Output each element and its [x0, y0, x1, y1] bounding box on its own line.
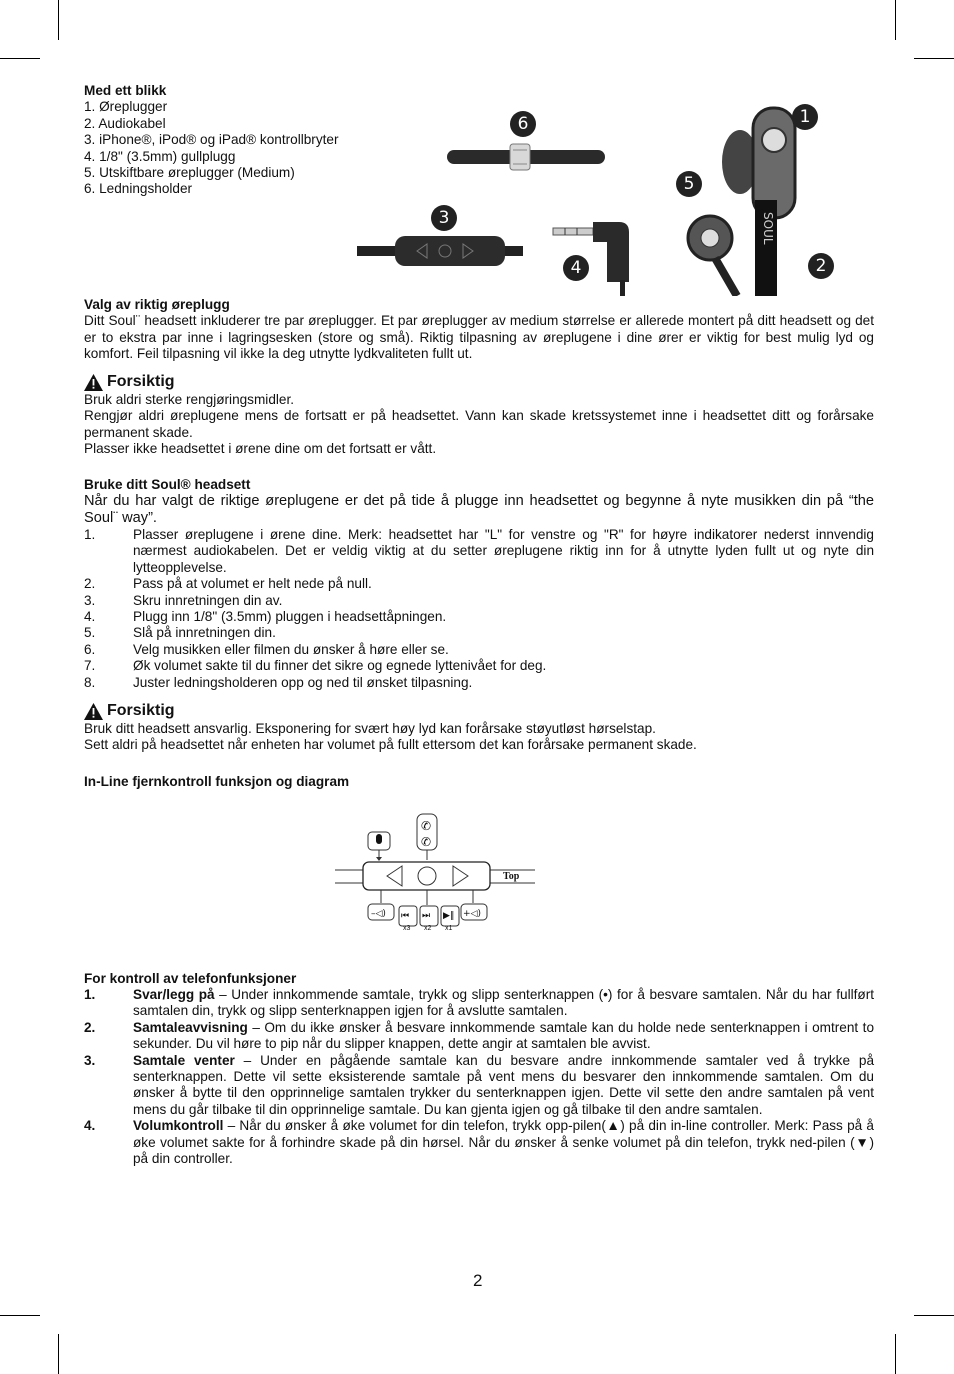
crop-mark — [58, 1334, 59, 1374]
remote-x-label: x3 — [403, 925, 411, 932]
figure-label-6: 6 — [510, 111, 536, 137]
warning-icon — [84, 703, 103, 720]
svg-text:✆: ✆ — [421, 835, 432, 849]
list-item: 1. Svar/legg på – Under innkommende samtale, trykk og slipp senterknappen (•) for å besvare samtalen. Når du har fullført samtalen din, trykk og slipp senterknappen igjen for å avslutte samtalen. — [84, 987, 875, 1019]
usage-steps — [84, 527, 874, 691]
svg-text:SOUL: SOUL — [761, 212, 775, 245]
product-illustration — [355, 100, 845, 296]
caution-title: Forsiktig — [107, 373, 175, 390]
list-item: 3. Skru innretningen din av. — [84, 592, 283, 608]
remote-top-label: Top — [503, 871, 520, 882]
caution-line: Sett aldri på headsettet når enheten har volumet på fullt ettersom det kan forårsake permanent skade. — [84, 737, 697, 753]
svg-text:⏭: ⏭ — [422, 911, 431, 921]
overview-title: Med ett blikk — [84, 83, 167, 98]
fit-title: Valg av riktig øreplugg — [84, 297, 230, 312]
usage-title: Bruke ditt Soul® headsett — [84, 477, 251, 492]
usage-section — [84, 477, 874, 526]
list-item: 2. Pass på at volumet er helt nede på null. — [84, 576, 372, 592]
svg-text:–◁): –◁) — [371, 909, 386, 919]
svg-text:✆: ✆ — [421, 819, 432, 833]
caution-section — [84, 701, 874, 754]
overview-item: 2. Audiokabel — [84, 115, 166, 131]
crop-mark — [0, 58, 40, 59]
page-number: 2 — [473, 1271, 483, 1290]
overview-item: 4. 1/8" (3.5mm) gullplugg — [84, 148, 236, 164]
fit-body: Ditt Soul¨ headsett inkluderer tre par øreplugger. Et par øreplugger av medium størrelse er allerede montert på ditt headsett og det er to ekstra par inne i lagringsesken (store og små). Riktig tilpasning av øreplugene i dine ører er viktig for best mulig lyd og komfort. Feil tilpasning vil ikke la deg utnytte lydkvaliteten fullt ut. — [84, 313, 874, 362]
crop-mark — [914, 1315, 954, 1316]
crop-mark — [58, 0, 59, 40]
caution-line: Bruk ditt headsett ansvarlig. Eksponering for svært høy lyd kan forårsake støyutløst hørselstap. — [84, 721, 656, 736]
caution-line: Bruk aldri sterke rengjøringsmidler. — [84, 392, 295, 407]
caution-line: Plasser ikke headsettet i ørene dine om det fortsatt er vått. — [84, 441, 437, 457]
remote-x-label: x2 — [424, 925, 432, 932]
caution-title: Forsiktig — [107, 702, 175, 719]
figure-label-1: 1 — [792, 104, 818, 130]
list-item: 4. Plugg inn 1/8" (3.5mm) pluggen i headsettåpningen. — [84, 609, 447, 625]
svg-text:+◁): +◁) — [463, 909, 481, 919]
list-item: 1. Plasser øreplugene i ørene dine. Merk: headsettet har "L" for venstre og "R" for høyre indikatorer nederst innvendig nærmest audiokabelen. Det er veldig viktig at du setter øreplugene riktig inn for å utnytte lyden fullt ut og nyte din lytteopplevelse. — [84, 527, 874, 575]
svg-text:⏮: ⏮ — [401, 911, 410, 921]
crop-mark — [895, 1334, 896, 1374]
figure-label-2: 2 — [808, 253, 834, 279]
remote-title: In-Line fjernkontroll funksjon og diagram — [84, 774, 350, 789]
overview-item: 5. Utskiftbare øreplugger (Medium) — [84, 165, 295, 181]
overview-item: 6. Ledningsholder — [84, 181, 193, 197]
list-item: 7. Øk volumet sakte til du finner det sikre og egnede lyttenivået for deg. — [84, 658, 547, 674]
list-item: 2. Samtaleavvisning – Om du ikke ønsker å besvare innkommende samtale kan du holde nede senterknappen i omtrent to sekunder. Du vil høre to pip når du slipper knappen, dette angir at samtalen ble avvist. — [84, 1019, 874, 1052]
phone-items — [84, 987, 874, 1167]
phone-title: For kontroll av telefonfunksjoner — [84, 971, 297, 986]
list-item: 3. Samtale venter – Under en pågående samtale kan du besvare andre innkommende samtaler ved å trykke på senterknappen. Dette vil sette eksisterende samtale på vent mens du besvarer den innkommende samtalen. Om du ønsker å bytte til den opprinnelige samtalen trykker du senterknappen igjen. Dette vil sette den andre samtalen på vent mens du går tilbake til din opprinnelige samtale. Du kan gjenta igjen og gå tilbake til den andre samtalen. — [84, 1052, 875, 1117]
usage-intro: Når du har valgt de riktige øreplugene er det på tide å plugge inn headsettet og begynne å nyte musikken din på “the Soul¨ way”. — [84, 493, 874, 526]
overview-item: 3. iPhone®, iPod® og iPad® kontrollbryter — [84, 132, 339, 148]
caution-line: Rengjør aldri øreplugene mens de fortsatt er på headsettet. Vann kan skade kretssystemet inne i headsettet ditt og forårsake permanent skade. — [84, 408, 874, 440]
remote-x-label: x1 — [445, 925, 453, 932]
warning-icon — [84, 374, 103, 391]
crop-mark — [914, 58, 954, 59]
caution-section — [84, 372, 874, 458]
list-item: 5. Slå på innretningen din. — [84, 625, 276, 641]
list-item: 6. Velg musikken eller filmen du ønsker å høre eller se. — [84, 641, 449, 657]
overview-item: 1. Øreplugger — [84, 99, 168, 115]
list-item: 8. Juster ledningsholderen opp og ned til ønsket tilpasning. — [84, 674, 473, 690]
overview-section — [84, 83, 354, 198]
svg-text:▶‖: ▶‖ — [443, 911, 455, 921]
figure-label-4: 4 — [563, 255, 589, 281]
remote-diagram — [335, 810, 535, 932]
figure-label-5: 5 — [676, 171, 702, 197]
list-item: 4. Volumkontroll – Når du ønsker å øke volumet for din telefon, trykk opp-pilen(▲) på din in-line controller. Merk: Pass på å øke volumet sakte for å forhindre skade på din hørsel. Når du ønsker å senke volumet på din telefon, trykk ned-pilen (▼) på din controller. — [84, 1118, 874, 1167]
crop-mark — [0, 1315, 40, 1316]
fit-section — [84, 297, 874, 363]
crop-mark — [895, 0, 896, 40]
figure-label-3: 3 — [431, 205, 457, 231]
